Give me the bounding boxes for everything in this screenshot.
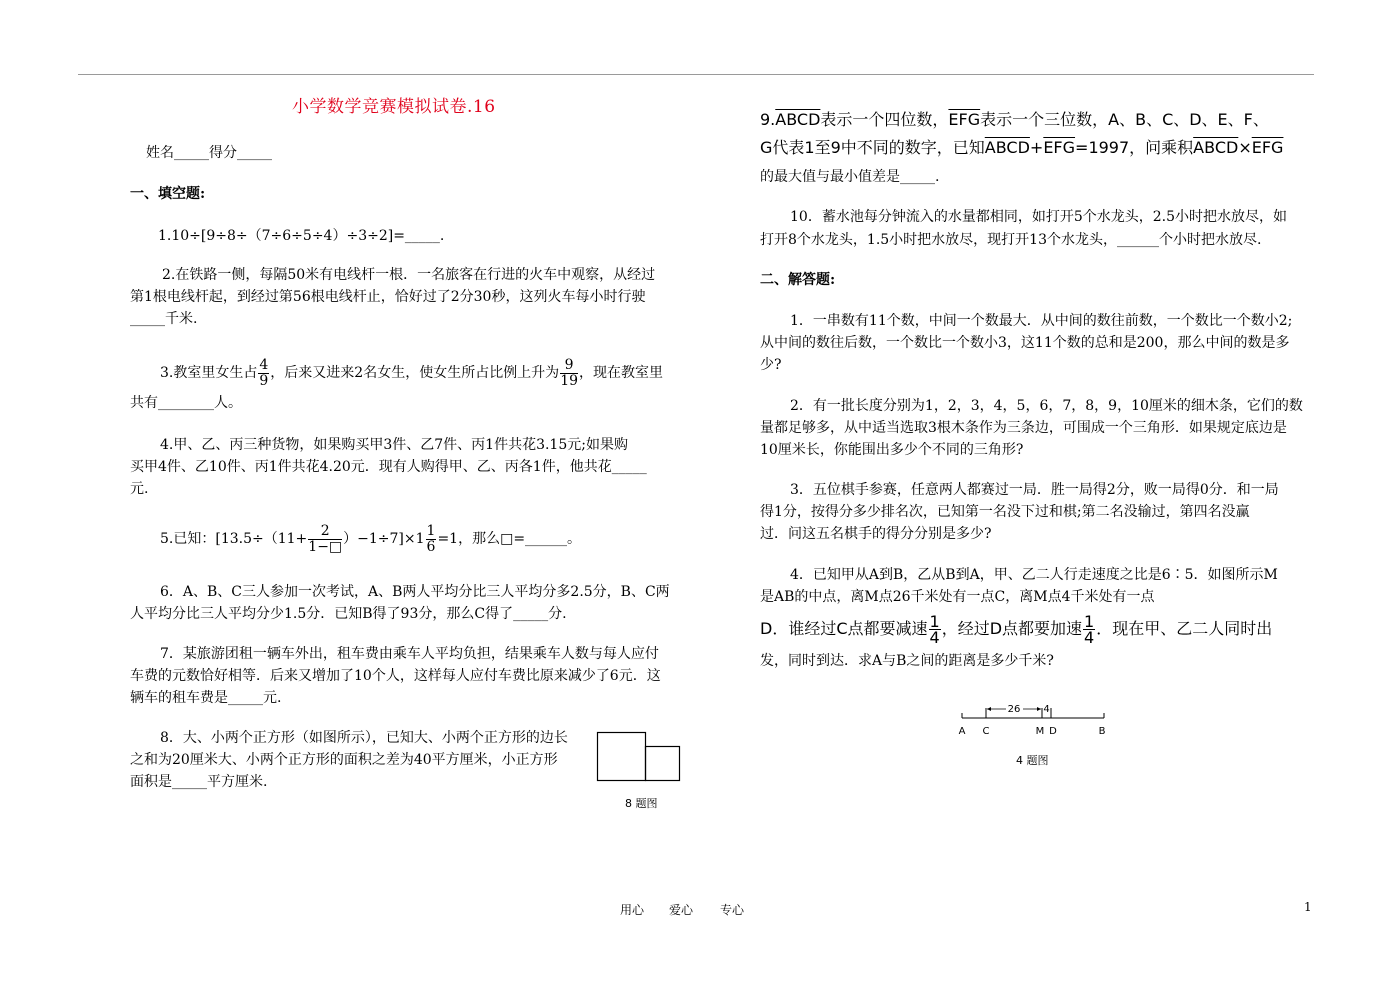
footer-mid: 爱心 [669, 903, 694, 917]
footer-left: 用心 [620, 903, 645, 917]
segment-ab-figure [950, 698, 1114, 742]
arrow-right [1037, 707, 1041, 711]
section-fill-in-heading: 一、填空题: [130, 186, 206, 202]
fraction-1-4-decelerate: $\frac{1}{4}$ [929, 612, 940, 647]
figure-4-caption: 4 题图 [1016, 754, 1049, 767]
page-title: 小学数学竞赛模拟试卷.16 [292, 97, 496, 117]
figure-8-caption: 8 题图 [625, 797, 658, 810]
page-number: 1 [1304, 900, 1312, 914]
label-4: 4 [1043, 704, 1050, 715]
large-square [598, 733, 646, 781]
fraction-1-4-accelerate: $\frac{1}{4}$ [1084, 612, 1095, 647]
label-a: A [958, 726, 966, 737]
footer-right: 专心 [720, 903, 745, 917]
name-score-line: 姓名_____得分_____ [146, 145, 272, 161]
section-answer-heading: 二、解答题: [760, 272, 836, 288]
arrow-left [987, 707, 991, 711]
fraction-4-9: $\frac{4}{9}$ [259, 356, 269, 389]
header-rule [78, 74, 1314, 75]
label-b: B [1098, 726, 1106, 737]
fraction-1-6: $\frac{1}{6}$ [426, 522, 436, 555]
label-d: D [1049, 726, 1057, 737]
question-1: 1.10÷[9÷8÷（7÷6÷5÷4）÷3÷2]=_____. [158, 228, 445, 244]
two-squares-figure [596, 731, 684, 783]
small-square [646, 747, 680, 781]
label-m: M [1035, 726, 1045, 737]
label-c: C [982, 726, 990, 737]
fraction-9-19: $\frac{9}{19}$ [560, 356, 579, 389]
label-26: 26 [1007, 704, 1021, 715]
fraction-2-over-1-minus-box: $\frac{2}{1-□}$ [308, 522, 343, 555]
